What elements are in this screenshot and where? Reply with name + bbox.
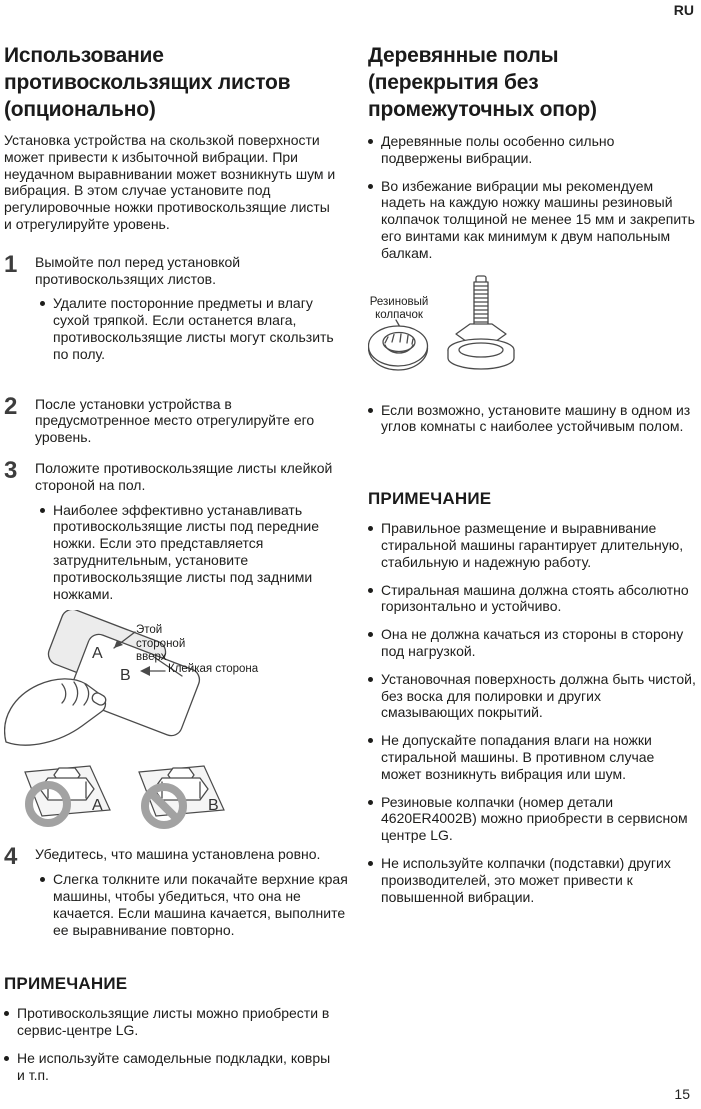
note-bullet-list xyxy=(4,1005,350,1083)
bullet-icon xyxy=(368,184,373,189)
step-3 xyxy=(4,456,350,602)
bullet-item xyxy=(40,871,350,938)
bullet-icon xyxy=(368,408,373,413)
foot-wrong-group xyxy=(139,766,224,825)
callout-this-side-up: Этой стороной вверх xyxy=(136,624,186,664)
sheet-a-letter: A xyxy=(92,645,103,663)
step-body xyxy=(35,846,350,938)
step-number: 1 xyxy=(4,250,18,278)
section-title-antislip: Использование противоскользящих листов (опционально) xyxy=(4,44,291,121)
bullet-item xyxy=(40,295,350,362)
bullet-item xyxy=(368,794,698,844)
bullet-item xyxy=(368,732,698,782)
bullet-item xyxy=(4,1005,350,1039)
bullet-text: Удалите посторонние предметы и влагу сухой тряпкой. Если останется влага, противоскользящие листы могут скользить по полу. xyxy=(53,295,334,362)
bullet-icon xyxy=(368,139,373,144)
bullet-text: Во избежание вибрации мы рекомендуем надеть на каждую ножку машины резиновый колпачок толщиной не менее 15 мм и закрепить его винтами как минимум к двум напольным балкам. xyxy=(381,177,695,261)
bullet-icon xyxy=(368,632,373,637)
step-number: 2 xyxy=(4,392,18,420)
bullet-item xyxy=(368,402,698,436)
step-body xyxy=(35,396,350,446)
step-text: Убедитесь, что машина установлена ровно. xyxy=(35,846,321,863)
letter-a: A xyxy=(92,797,103,815)
step-1 xyxy=(4,250,350,363)
rubber-cap-illustration xyxy=(368,274,698,388)
bullet-text: Не используйте колпачки (подставки) других производителей, это может привести к повышенной вибрации. xyxy=(381,854,671,905)
bullet-text: Слегка толкните или покачайте верхние края машины, чтобы убедиться, что она не качается. Если машина качается, выполните ее выравнивание повторно. xyxy=(53,871,348,938)
hand-shape xyxy=(5,679,106,745)
callout-adhesive-side: Клейкая сторона xyxy=(168,663,259,676)
bullet-icon xyxy=(4,1056,9,1061)
bullet-item xyxy=(368,626,698,660)
bullet-item xyxy=(368,178,698,262)
note-bullet-list xyxy=(368,520,698,905)
bullet-icon xyxy=(368,800,373,805)
base-side xyxy=(448,350,514,369)
bullet-text: Правильное размещение и выравнивание стиральной машины гарантирует длительную, стабильную и надежную работу. xyxy=(381,520,684,570)
bullet-text: Резиновые колпачки (номер детали 4620ER4002B) можно приобрести в сервисном центре LG. xyxy=(381,793,688,844)
bullet-icon xyxy=(368,738,373,743)
figure-rubber-cap xyxy=(368,274,698,388)
step-body xyxy=(35,460,350,602)
bullet-item xyxy=(40,502,350,603)
note-heading: ПРИМЕЧАНИЕ xyxy=(368,489,492,509)
foot-placement-illustration xyxy=(4,758,350,846)
bullet-item xyxy=(368,671,698,721)
section-title-wooden-floors: Деревянные полы (перекрытия без промежуточных опор) xyxy=(368,44,597,121)
bullet-item xyxy=(4,1050,350,1084)
top-bullet-list xyxy=(368,133,698,262)
bullet-text: Если возможно, установите машину в одном из углов комнаты с наиболее устойчивым полом. xyxy=(381,401,691,435)
bullet-text: Противоскользящие листы можно приобрести в сервис-центре LG. xyxy=(17,1005,330,1039)
leveling-foot-group xyxy=(448,276,514,369)
bullet-text: Наиболее эффективно устанавливать противоскользящие листы под передние ножки. Если это представляется затруднительным, установите противоскользящие листы под задними ножками. xyxy=(53,501,319,602)
bullet-icon xyxy=(368,588,373,593)
step-2 xyxy=(4,392,350,446)
bullet-icon xyxy=(40,301,45,306)
bullet-icon xyxy=(40,508,45,513)
note-heading: ПРИМЕЧАНИЕ xyxy=(4,974,128,994)
step-text: Вымойте пол перед установкой противоскользящих листов. xyxy=(35,253,241,287)
bullet-icon xyxy=(40,877,45,882)
bullet-text: Установочная поверхность должна быть чистой, без воска для полировки и других смазывающих покрытий. xyxy=(381,670,696,721)
figure-foot-placement xyxy=(4,758,350,846)
step-text: После установки устройства в предусмотренное место отрегулируйте его уровень. xyxy=(35,395,315,446)
sheet-b-letter: B xyxy=(120,667,131,685)
bullet-item xyxy=(368,520,698,570)
foot-correct-group xyxy=(25,766,110,823)
figure-peel-sheet xyxy=(4,610,350,758)
step-4 xyxy=(4,843,350,938)
bullet-text: Не используйте самодельные подкладки, ковры и т.п. xyxy=(17,1049,331,1083)
step-text: Положите противоскользящие листы клейкой стороной на пол. xyxy=(35,459,333,493)
intro-paragraph: Установка устройства на скользкой поверхности может привести к избыточной вибрации. При неудачном выравнивании может возникнуть шум и вибрация. В этом случае установите под регулировочные ножки противоскользящие листы и отрегулируйте уровень. xyxy=(4,132,336,232)
language-badge: RU xyxy=(673,2,694,18)
right-column xyxy=(368,42,698,905)
bullet-icon xyxy=(4,1011,9,1016)
bullet-item xyxy=(368,133,698,167)
bullet-item xyxy=(368,582,698,616)
bullet-item xyxy=(368,855,698,905)
bullet-text: Она не должна качаться из стороны в сторону под нагрузкой. xyxy=(381,626,684,659)
bullet-icon xyxy=(368,677,373,682)
step-number: 3 xyxy=(4,456,18,484)
bullet-text: Не допускайте попадания влаги на ножки стиральной машины. В противном случае может возникнуть вибрация или шум. xyxy=(381,732,655,782)
left-column xyxy=(4,42,350,1084)
bullet-icon xyxy=(368,861,373,866)
bullet-icon xyxy=(368,526,373,531)
step-body xyxy=(35,254,350,363)
step-number: 4 xyxy=(4,843,18,871)
letter-b: B xyxy=(208,797,219,815)
bullet-text: Деревянные полы особенно сильно подвержены вибрации. xyxy=(381,133,615,166)
bullet-text: Стиральная машина должна стоять абсолютно горизонтально и устойчиво. xyxy=(381,581,689,615)
callout-rubber-cap: Резиновый колпачок xyxy=(369,295,429,322)
page-number: 15 xyxy=(674,1086,690,1102)
